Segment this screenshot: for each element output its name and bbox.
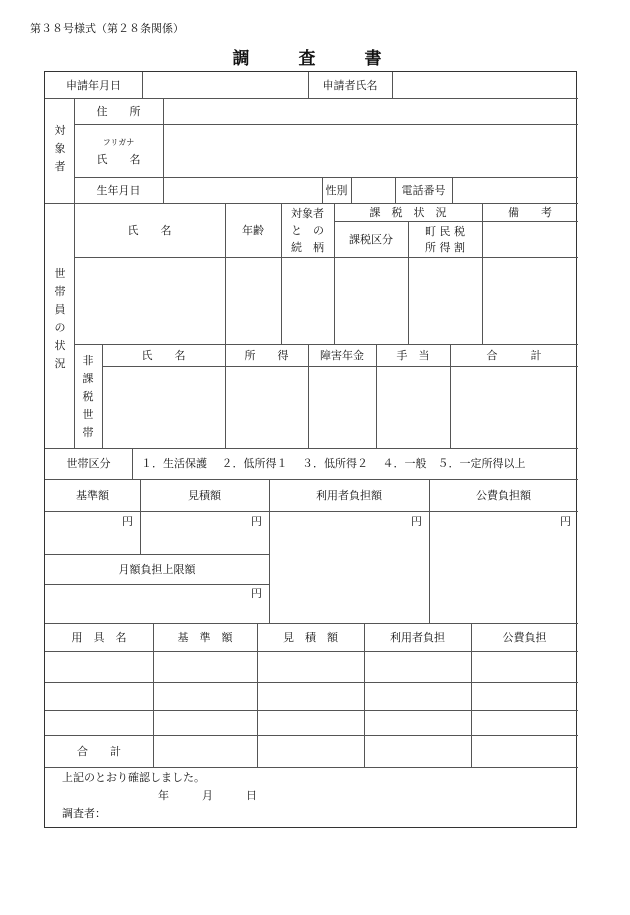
subject-name-field[interactable] xyxy=(164,125,577,177)
town-tax-header-1: 町 民 税 xyxy=(425,225,465,238)
application-date-field[interactable] xyxy=(143,73,307,97)
equipment-total-standard[interactable] xyxy=(154,736,257,767)
document-title: 調 査 書 xyxy=(232,49,398,69)
birthdate-label: 生年月日 xyxy=(96,184,141,197)
subject-name-label: 氏 名 xyxy=(96,153,141,166)
monthly-cap-label: 月額負担上限額 xyxy=(118,563,196,576)
investigator-label: 調査者： xyxy=(62,807,106,820)
public-burden-header: 公費負担額 xyxy=(476,489,531,502)
member-name-header: 氏 名 xyxy=(127,224,172,237)
member-town-tax-cell[interactable] xyxy=(409,258,482,344)
confirmation-text: 上記のとおり確認しました。 xyxy=(62,771,205,784)
equipment-standard-header: 基 準 額 xyxy=(177,631,233,644)
applicant-name-label: 申請者氏名 xyxy=(322,79,378,92)
public-burden-field[interactable] xyxy=(430,512,577,623)
income-header: 所 得 xyxy=(244,349,289,362)
member-remarks-cell[interactable] xyxy=(483,258,577,344)
equipment-user-header: 利用者負担 xyxy=(390,631,445,644)
monthly-cap-yen-unit: 円 xyxy=(251,587,262,600)
relation-header-1: 対象者 xyxy=(291,207,324,220)
form-frame xyxy=(44,71,577,828)
furigana-label: フリガナ xyxy=(102,138,135,147)
nontax-income-cell[interactable] xyxy=(226,367,308,448)
standard-yen-unit: 円 xyxy=(122,515,133,528)
nontax-allowance-cell[interactable] xyxy=(377,367,450,448)
nontax-side-label: 非課税世帯 xyxy=(82,354,94,439)
subject-side-label: 対象者 xyxy=(54,124,66,173)
equipment-total-label: 合 計 xyxy=(77,745,121,758)
member-name-cell[interactable] xyxy=(75,258,225,344)
tax-status-header: 課 税 状 況 xyxy=(369,206,447,219)
phone-label: 電話番号 xyxy=(401,184,446,197)
relation-header-2: と の xyxy=(291,224,324,237)
standard-amount-header: 基準額 xyxy=(76,489,109,502)
standard-amount-field[interactable] xyxy=(46,512,140,554)
nontax-total-cell[interactable] xyxy=(451,367,577,448)
sex-label: 性別 xyxy=(325,184,348,197)
equipment-public-header: 公費負担 xyxy=(502,631,547,644)
form-number: 第３８号様式（第２８条関係） xyxy=(30,22,184,35)
equipment-total-public[interactable] xyxy=(472,736,577,767)
member-age-cell[interactable] xyxy=(226,258,281,344)
public-burden-yen-unit: 円 xyxy=(560,515,571,528)
household-side-label: 世帯員の状況 xyxy=(54,267,66,370)
equipment-row-2-name[interactable] xyxy=(46,683,153,710)
estimate-amount-field[interactable] xyxy=(141,512,269,554)
relation-header-3: 続 柄 xyxy=(291,241,324,254)
equipment-total-user[interactable] xyxy=(365,736,471,767)
confirmation-date[interactable]: 年 月 日 xyxy=(158,789,257,802)
phone-field[interactable] xyxy=(453,178,577,203)
equipment-total-estimate[interactable] xyxy=(258,736,364,767)
equipment-row-3-name[interactable] xyxy=(46,711,153,735)
application-date-label: 申請年月日 xyxy=(66,79,121,92)
member-tax-class-cell[interactable] xyxy=(335,258,408,344)
nontax-name-cell[interactable] xyxy=(103,367,225,448)
town-tax-header-2: 所 得 割 xyxy=(425,241,465,254)
birthdate-field[interactable] xyxy=(164,178,321,203)
total-header: 合 計 xyxy=(486,349,542,362)
equipment-estimate-header: 見 積 額 xyxy=(283,631,338,644)
estimate-yen-unit: 円 xyxy=(251,515,262,528)
household-class-label: 世帯区分 xyxy=(66,457,111,470)
monthly-cap-field[interactable] xyxy=(46,585,269,623)
estimate-amount-header: 見積額 xyxy=(188,489,221,502)
user-burden-header: 利用者負担額 xyxy=(316,489,382,502)
applicant-name-field[interactable] xyxy=(393,73,577,97)
user-burden-yen-unit: 円 xyxy=(411,515,422,528)
address-label: 住 所 xyxy=(96,105,141,118)
user-burden-field[interactable] xyxy=(270,512,429,623)
household-class-options[interactable]: １．生活保護 ２．低所得１ ３．低所得２ ４．一般 ５．一定所得以上 xyxy=(141,457,526,470)
age-header: 年齢 xyxy=(242,224,264,237)
remarks-header: 備 考 xyxy=(508,206,552,219)
disability-pension-header: 障害年金 xyxy=(320,349,364,362)
member-relation-cell[interactable] xyxy=(282,258,334,344)
address-field[interactable] xyxy=(164,99,577,124)
investigator-field[interactable] xyxy=(115,804,315,822)
nontax-pension-cell[interactable] xyxy=(309,367,376,448)
equipment-name-header: 用 具 名 xyxy=(71,631,127,644)
sex-field[interactable] xyxy=(352,178,394,203)
tax-class-header: 課税区分 xyxy=(349,233,393,246)
equipment-row-1-name[interactable] xyxy=(46,652,153,682)
nontax-name-header: 氏 名 xyxy=(141,349,186,362)
allowance-header: 手 当 xyxy=(396,349,430,362)
